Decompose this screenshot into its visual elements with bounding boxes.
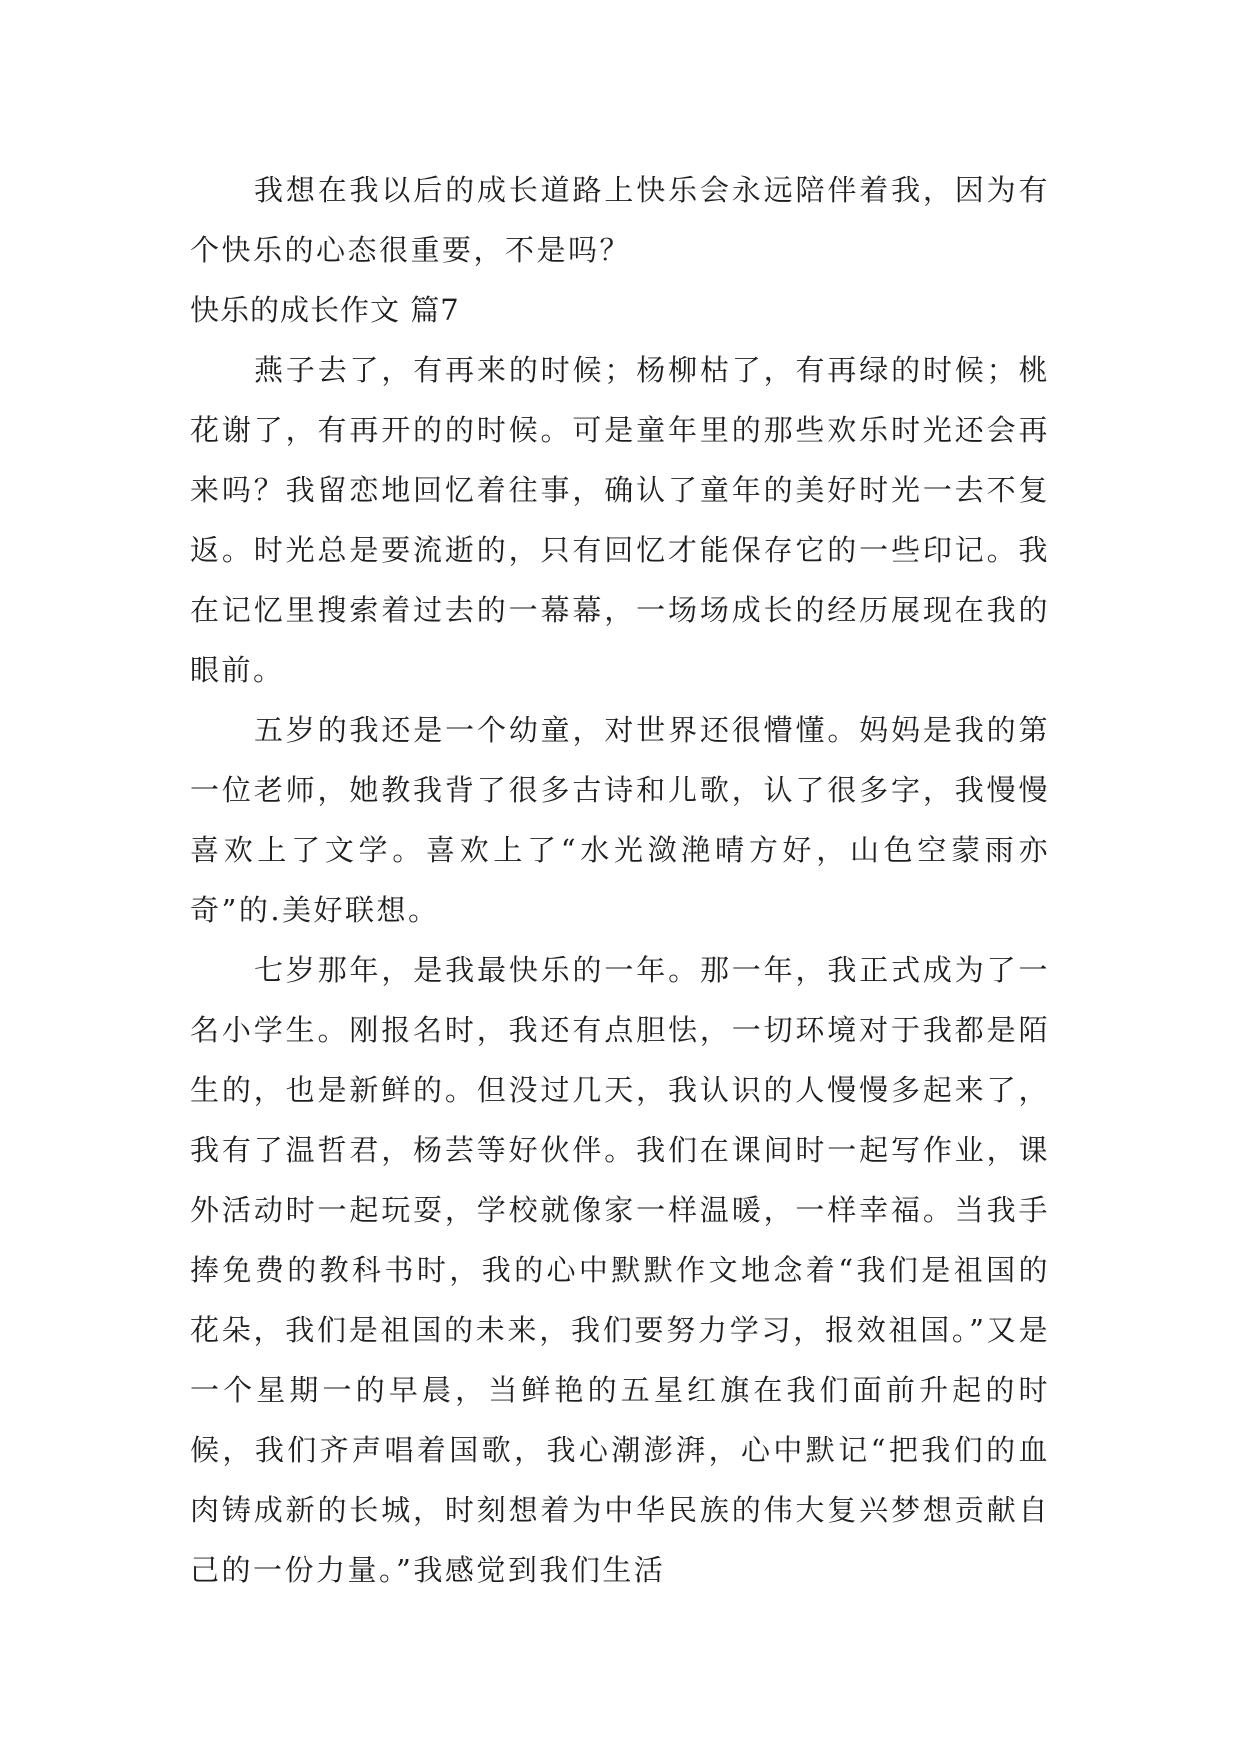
paragraph-swallows: 燕子去了，有再来的时候；杨柳枯了，有再绿的时候；桃花谢了，有再开的的时候。可是童年里的那些欢乐时光还会再来吗？我留恋地回忆着往事，确认了童年的美好时光一去不复返。时光总是要流逝的，只有回忆才能保存它的一些印记。我在记忆里搜索着过去的一幕幕，一场场成长的经历展现在我的眼前。 <box>190 353 1050 687</box>
paragraph-age-five: 五岁的我还是一个幼童，对世界还很懵懂。妈妈是我的第一位老师，她教我背了很多古诗和儿歌，认了很多字，我慢慢喜欢上了文学。喜欢上了“水光潋滟晴方好，山色空蒙雨亦奇”的.美好联想。 <box>190 713 1050 927</box>
paragraph-closing: 我想在我以后的成长道路上快乐会永远陪伴着我，因为有个快乐的心态很重要，不是吗？ <box>190 173 1050 267</box>
document-body <box>190 160 1050 1600</box>
paragraph-age-seven: 七岁那年，是我最快乐的一年。那一年，我正式成为了一名小学生。刚报名时，我还有点胆怯，一切环境对于我都是陌生的，也是新鲜的。但没过几天，我认识的人慢慢多起来了，我有了温哲君，杨芸等好伙伴。我们在课间时一起写作业，课外活动时一起玩耍，学校就像家一样温暖，一样幸福。当我手捧免费的教科书时，我的心中默默作文地念着“我们是祖国的花朵，我们是祖国的未来，我们要努力学习，报效祖国。”又是一个星期一的早晨，当鲜艳的五星红旗在我们面前升起的时候，我们齐声唱着国歌，我心潮澎湃，心中默记“把我们的血肉铸成新的长城，时刻想着为中华民族的伟大复兴梦想贡献自己的一份力量。”我感觉到我们生活 <box>190 953 1050 1587</box>
section-heading: 快乐的成长作文 篇7 <box>190 293 460 327</box>
